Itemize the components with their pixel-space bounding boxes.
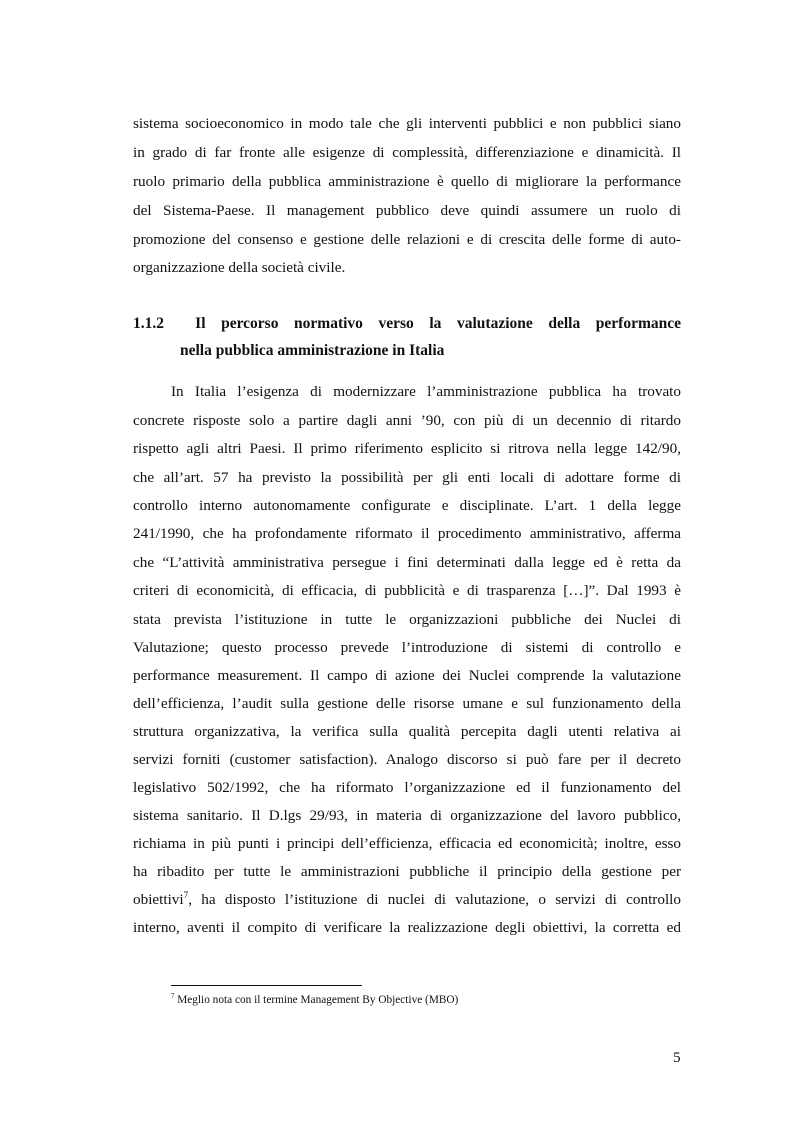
footnote-ref-word: obiettivi bbox=[133, 891, 184, 908]
paragraph-line: ruolo primario della pubblica amministrazione è quello di migliorare la performance bbox=[133, 173, 681, 190]
section-heading bbox=[133, 314, 681, 334]
body-line: richiama in più punti i principi dell’efficienza, efficacia ed economicità; inoltre, esso bbox=[133, 835, 681, 852]
body-line: performance measurement. Il campo di azione dei Nuclei comprende la valutazione bbox=[133, 667, 681, 684]
paragraph-line: sistema socioeconomico in modo tale che gli interventi pubblici e non pubblici siano bbox=[133, 115, 681, 132]
body-line: servizi forniti (customer satisfaction). Analogo discorso si può fare per il decreto bbox=[133, 751, 681, 768]
paragraph-line: organizzazione della società civile. bbox=[133, 259, 346, 276]
body-line: concrete risposte solo a partire dagli anni ’90, con più di un decennio di ritardo bbox=[133, 412, 681, 429]
paragraph-line: in grado di far fronte alle esigenze di complessità, differenziazione e dinamicità. Il bbox=[133, 144, 681, 161]
page-number: 5 bbox=[673, 1049, 681, 1066]
body-line bbox=[133, 890, 681, 910]
footnote-divider bbox=[171, 985, 362, 986]
body-line: Valutazione; questo processo prevede l’introduzione di sistemi di controllo e bbox=[133, 639, 681, 656]
section-number: 1.1.2 bbox=[133, 315, 164, 332]
paragraph-line: promozione del consenso e gestione delle relazioni e di crescita delle forme di auto- bbox=[133, 231, 681, 248]
body-line: legislativo 502/1992, che ha riformato l’organizzazione ed il funzionamento del bbox=[133, 779, 681, 796]
footnote-number: 7 bbox=[171, 993, 175, 1001]
body-line: controllo interno autonomamente configurate e disciplinate. L’art. 1 della legge bbox=[133, 497, 681, 514]
body-line: ha ribadito per tutte le amministrazioni pubbliche il principio della gestione per bbox=[133, 863, 681, 880]
footnote-ref-rest: , ha disposto l’istituzione di nuclei di valutazione, o servizi di controllo bbox=[188, 891, 681, 908]
body-line: interno, aventi il compito di verificare la realizzazione degli obiettivi, la corretta ed bbox=[133, 919, 681, 936]
section-title-line1: Il percorso normativo verso la valutazione della performance bbox=[195, 315, 681, 332]
paragraph-line: del Sistema-Paese. Il management pubblico deve quindi assumere un ruolo di bbox=[133, 202, 681, 219]
body-line: che all’art. 57 ha previsto la possibilità per gli enti locali di adottare forme di bbox=[133, 469, 681, 486]
footnote bbox=[171, 993, 458, 1007]
body-line: struttura organizzativa, la verifica sulla qualità percepita dagli utenti relativa ai bbox=[133, 723, 681, 740]
body-line: rispetto agli altri Paesi. Il primo riferimento esplicito si ritrova nella legge 142/90, bbox=[133, 440, 681, 457]
body-line: dell’efficienza, l’audit sulla gestione delle risorse umane e sul funzionamento della bbox=[133, 695, 681, 712]
body-line: criteri di economicità, di efficacia, di pubblicità e di trasparenza […]”. Dal 1993 è bbox=[133, 582, 681, 599]
section-title-line2: nella pubblica amministrazione in Italia bbox=[180, 342, 445, 359]
body-line: sistema sanitario. Il D.lgs 29/93, in materia di organizzazione del lavoro pubblico, bbox=[133, 807, 681, 824]
body-line: In Italia l’esigenza di modernizzare l’amministrazione pubblica ha trovato bbox=[171, 383, 681, 400]
footnote-text: Meglio nota con il termine Management By Objective (MBO) bbox=[174, 994, 459, 1006]
body-line: che “L’attività amministrativa persegue i fini determinati dalla legge ed è retta da bbox=[133, 554, 681, 571]
body-line: 241/1990, che ha profondamente riformato il procedimento amministrativo, afferma bbox=[133, 525, 681, 542]
body-line: stata prevista l’istituzione in tutte le organizzazioni pubbliche dei Nuclei di bbox=[133, 611, 681, 628]
footnote-marker[interactable]: 7 bbox=[183, 889, 189, 900]
